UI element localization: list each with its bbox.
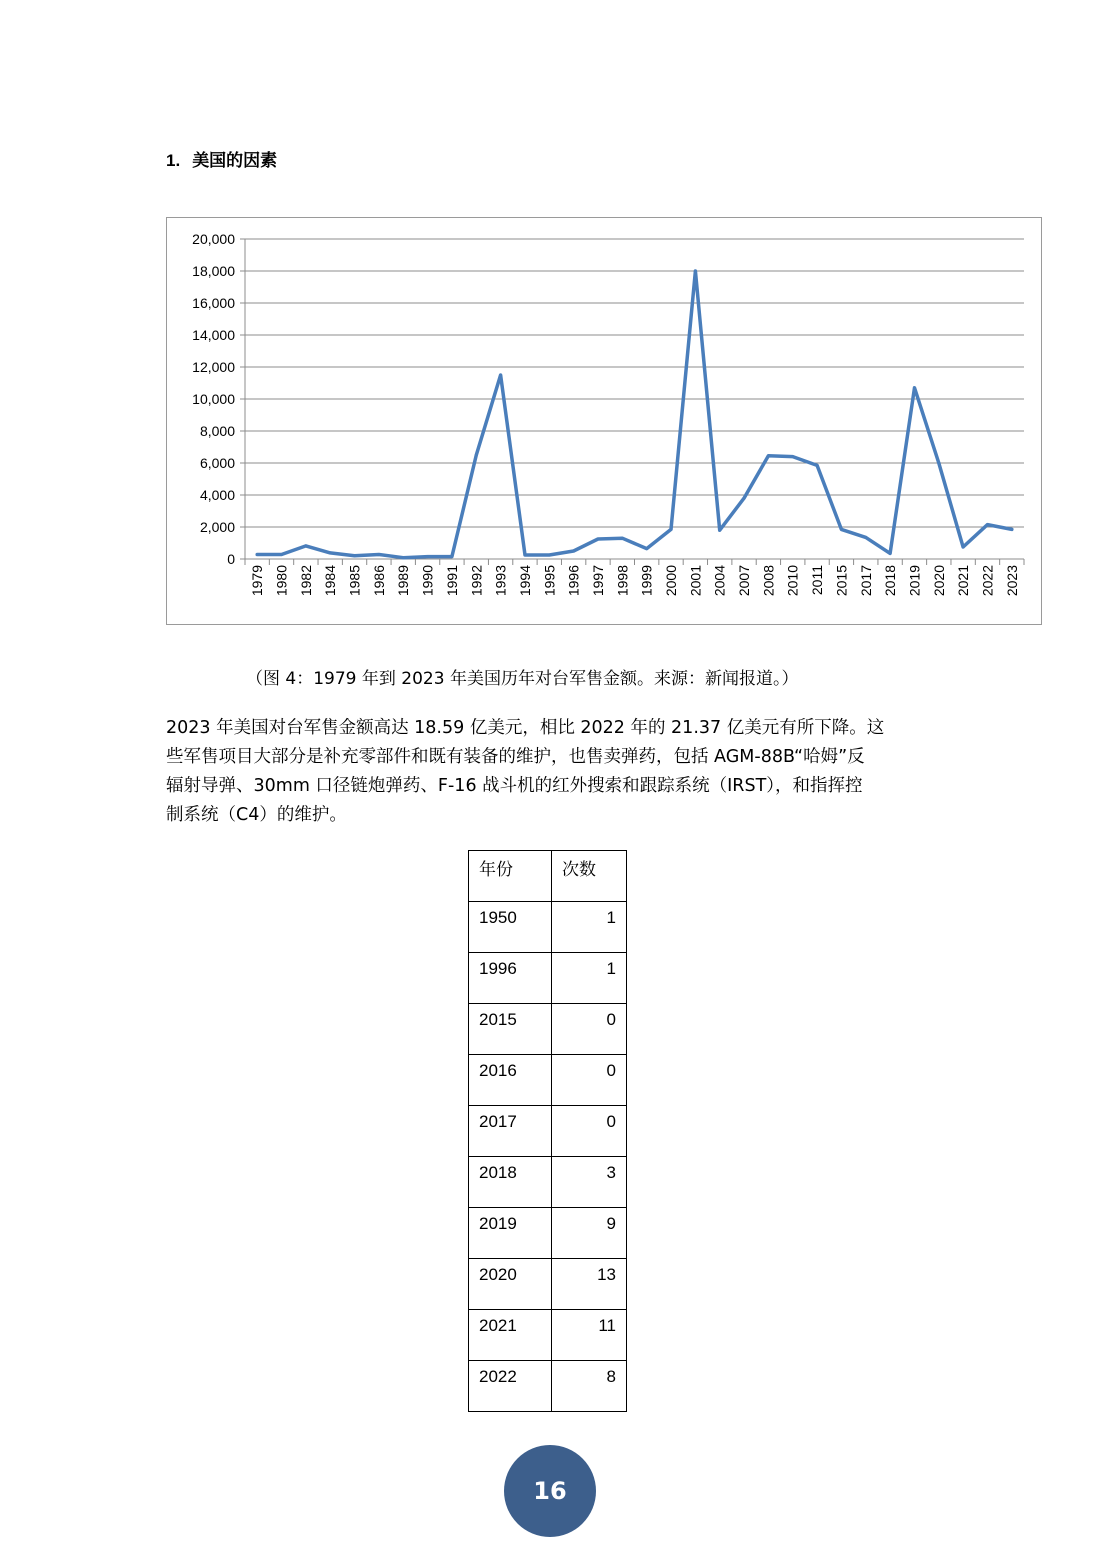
data-point: [694, 270, 697, 273]
y-tick-label: 20,000: [192, 231, 235, 247]
table-header-row: [469, 851, 627, 902]
body-paragraph: [166, 714, 946, 830]
y-tick-label: 0: [227, 551, 235, 567]
data-point: [767, 454, 770, 457]
y-tick-label: 4,000: [199, 487, 235, 503]
x-tick-label: 1979: [249, 565, 266, 597]
year-cell: 2021: [469, 1310, 552, 1361]
data-point: [913, 386, 916, 389]
section-number: 1.: [166, 151, 181, 170]
x-tick-label: 2001: [687, 565, 704, 597]
x-tick-label: 1982: [297, 565, 314, 597]
table-row: [469, 1208, 627, 1259]
x-tick-label: 2004: [711, 565, 728, 597]
x-tick-label: 2000: [663, 565, 680, 597]
count-cell: 8: [552, 1361, 627, 1412]
count-cell: 1: [552, 902, 627, 953]
data-point: [280, 553, 283, 556]
x-tick-label: 1993: [492, 565, 509, 597]
data-point: [816, 464, 819, 467]
table-row: [469, 1259, 627, 1310]
data-point: [499, 374, 502, 377]
count-cell: 0: [552, 1106, 627, 1157]
table-row: [469, 1157, 627, 1208]
x-tick-label: 2008: [760, 565, 777, 597]
data-point: [670, 528, 673, 531]
data-point: [864, 536, 867, 539]
count-cell: 13: [552, 1259, 627, 1310]
year-cell: 2018: [469, 1157, 552, 1208]
x-tick-label: 2010: [784, 565, 801, 597]
y-tick-label: 10,000: [192, 391, 235, 407]
data-point: [572, 550, 575, 553]
year-cell: 2022: [469, 1361, 552, 1412]
data-point: [304, 544, 307, 547]
x-tick-label: 2015: [833, 565, 850, 597]
paragraph-line: 2023 年美国对台军售金额高达 18.59 亿美元，相比 2022 年的 21.37 亿美元有所下降。这: [166, 718, 885, 738]
data-point: [645, 547, 648, 550]
figure-caption: （图 4：1979 年到 2023 年美国历年对台军售金额。来源：新闻报道。）: [246, 669, 799, 689]
data-point: [986, 523, 989, 526]
data-point: [596, 538, 599, 541]
data-point: [1010, 528, 1013, 531]
y-tick-label: 2,000: [199, 519, 235, 535]
y-tick-label: 8,000: [199, 423, 235, 439]
x-tick-label: 2017: [857, 565, 874, 597]
x-tick-label: 1984: [322, 565, 339, 597]
data-point: [548, 554, 551, 557]
x-tick-label: 1999: [638, 565, 655, 597]
y-tick-label: 18,000: [192, 263, 235, 279]
section-heading: [166, 146, 277, 171]
year-cell: 2015: [469, 1004, 552, 1055]
y-tick-label: 16,000: [192, 295, 235, 311]
x-tick-label: 1980: [273, 565, 290, 597]
x-tick-label: 2023: [1003, 565, 1020, 597]
count-cell: 9: [552, 1208, 627, 1259]
table-row: [469, 1106, 627, 1157]
line-chart: [167, 218, 1041, 624]
x-tick-label: 1986: [370, 565, 387, 597]
x-tick-label: 2011: [809, 565, 826, 596]
x-tick-label: 2021: [955, 565, 972, 597]
x-tick-label: 1985: [346, 565, 363, 597]
table-row: [469, 902, 627, 953]
count-cell: 0: [552, 1004, 627, 1055]
year-cell: 1950: [469, 902, 552, 953]
count-cell: 11: [552, 1310, 627, 1361]
count-cell: 0: [552, 1055, 627, 1106]
data-point: [523, 554, 526, 557]
data-point: [256, 553, 259, 556]
data-point: [743, 497, 746, 500]
x-tick-label: 2022: [979, 565, 996, 597]
year-cell: 2016: [469, 1055, 552, 1106]
table-row: [469, 1310, 627, 1361]
data-point: [621, 537, 624, 540]
year-cell: 2017: [469, 1106, 552, 1157]
x-tick-label: 1990: [419, 565, 436, 597]
x-tick-label: 1997: [589, 565, 606, 597]
y-tick-label: 12,000: [192, 359, 235, 375]
header-count: 次数: [552, 851, 627, 902]
table-row: [469, 1055, 627, 1106]
x-tick-label: 2018: [882, 565, 899, 597]
data-point: [840, 528, 843, 531]
data-point: [353, 554, 356, 557]
page-number: 16: [504, 1445, 596, 1537]
x-tick-label: 2019: [906, 565, 923, 597]
table-row: [469, 1361, 627, 1412]
paragraph-line: 辐射导弹、30mm 口径链炮弹药、F-16 战斗机的红外搜索和跟踪系统（IRST），和指挥控: [166, 776, 863, 796]
count-table: [468, 850, 627, 1412]
count-cell: 1: [552, 953, 627, 1004]
data-point: [450, 555, 453, 558]
x-tick-label: 2020: [930, 565, 947, 597]
count-cell: 3: [552, 1157, 627, 1208]
table-row: [469, 953, 627, 1004]
year-cell: 2020: [469, 1259, 552, 1310]
x-tick-label: 1991: [443, 565, 460, 597]
data-point: [937, 462, 940, 465]
x-tick-label: 1996: [565, 565, 582, 597]
data-point: [475, 454, 478, 457]
data-point: [402, 556, 405, 559]
data-point: [962, 546, 965, 549]
x-tick-label: 1989: [395, 565, 412, 597]
data-point: [426, 555, 429, 558]
y-tick-label: 6,000: [199, 455, 235, 471]
year-cell: 2019: [469, 1208, 552, 1259]
paragraph-line: 制系统（C4）的维护。: [166, 805, 347, 825]
data-point: [889, 552, 892, 555]
x-tick-label: 2007: [736, 565, 753, 597]
header-year: 年份: [469, 851, 552, 902]
data-point: [377, 553, 380, 556]
data-point: [718, 529, 721, 532]
x-tick-label: 1998: [614, 565, 631, 597]
paragraph-line: 些军售项目大部分是补充零部件和既有装备的维护，也售卖弹药，包括 AGM-88B“哈姆”反: [166, 747, 865, 767]
section-title: 美国的因素: [192, 151, 278, 171]
data-point: [791, 455, 794, 458]
data-point: [329, 551, 332, 554]
year-cell: 1996: [469, 953, 552, 1004]
table-row: [469, 1004, 627, 1055]
chart-frame: [166, 217, 1042, 625]
x-tick-label: 1992: [468, 565, 485, 597]
x-tick-label: 1994: [516, 565, 533, 597]
y-tick-label: 14,000: [192, 327, 235, 343]
x-tick-label: 1995: [541, 565, 558, 597]
series-line: [257, 271, 1012, 558]
